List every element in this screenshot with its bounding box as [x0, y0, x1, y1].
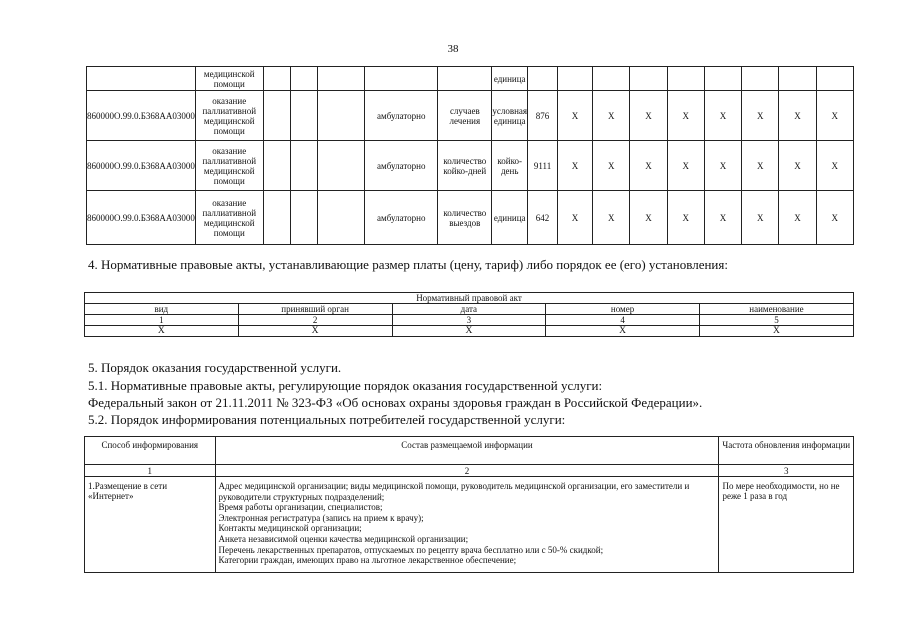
condition-cell: амбулаторно	[365, 141, 438, 191]
x-cell: Х	[85, 326, 239, 337]
x-cell: Х	[630, 141, 667, 191]
table-row	[87, 67, 854, 91]
method-cell: 1.Размещение в сети «Интернет»	[85, 477, 216, 573]
number-cell: 3	[392, 315, 546, 326]
unit-cell: условная единица	[492, 91, 528, 141]
table-row	[87, 191, 854, 245]
x-cell: Х	[593, 91, 630, 141]
table-header-row	[85, 437, 854, 465]
number-cell: 3	[719, 465, 854, 477]
x-cell: Х	[779, 91, 816, 141]
x-cell: Х	[630, 91, 667, 141]
information-table	[84, 436, 854, 573]
number-cell: 1	[85, 315, 239, 326]
number-cell: 4	[546, 315, 700, 326]
code-cell: 860000О.99.0.Б368АА03000	[87, 141, 196, 191]
x-cell: Х	[699, 326, 853, 337]
table-row	[85, 477, 854, 573]
information-content-cell	[215, 477, 719, 573]
code-cell: 860000О.99.0.Б368АА03000	[87, 91, 196, 141]
unit-cell: единица	[492, 191, 528, 245]
service-volume-table	[86, 66, 854, 245]
x-cell: Х	[779, 191, 816, 245]
x-cell: Х	[557, 191, 592, 245]
list-item: Электронная регистратура (запись на прием к врачу);	[218, 512, 424, 523]
table-row	[85, 465, 854, 477]
table-row	[87, 141, 854, 191]
service-cell: оказание паллиативной медицинской помощи	[195, 141, 263, 191]
section-5-2-heading: 5.2. Порядок информирования потенциальных потребителей государственной услуги:	[88, 412, 566, 427]
page-number: 38	[447, 43, 459, 55]
section-5-1-heading: 5.1. Нормативные правовые акты, регулирующие порядок оказания государственной услуги:	[88, 378, 603, 393]
list-item: Перечень лекарственных препаратов, отпускаемых по рецепту врача бесплатно или с 50-% скидкой;	[218, 544, 604, 555]
x-cell: Х	[546, 326, 700, 337]
x-cell: Х	[816, 141, 853, 191]
column-header: наименование	[699, 304, 853, 315]
x-cell: Х	[630, 191, 667, 245]
x-cell: Х	[816, 191, 853, 245]
legal-acts-table	[84, 292, 854, 337]
table-row	[87, 91, 854, 141]
x-cell: Х	[238, 326, 392, 337]
frequency-cell: По мере необходимости, но не реже 1 раза в год	[719, 477, 854, 573]
value-cell: 876	[528, 91, 558, 141]
x-cell: Х	[742, 141, 779, 191]
table-row	[85, 315, 854, 326]
number-cell: 1	[85, 465, 216, 477]
x-cell: Х	[742, 91, 779, 141]
federal-law-text: Федеральный закон от 21.11.2011 № 323-ФЗ «Об основах охраны здоровья граждан в Российской Федерации».	[88, 395, 703, 410]
condition-cell: амбулаторно	[365, 191, 438, 245]
x-cell: Х	[667, 141, 704, 191]
service-cell: оказание паллиативной медицинской помощи	[195, 91, 263, 141]
indicator-cell: случаев лечения	[438, 91, 492, 141]
column-header: дата	[392, 304, 546, 315]
x-cell: Х	[667, 191, 704, 245]
code-cell: 860000О.99.0.Б368АА03000	[87, 191, 196, 245]
x-cell: Х	[742, 191, 779, 245]
number-cell: 2	[215, 465, 719, 477]
column-header: вид	[85, 304, 239, 315]
x-cell: Х	[816, 91, 853, 141]
table-row	[85, 326, 854, 337]
indicator-cell: количество выездов	[438, 191, 492, 245]
section-4-heading: 4. Нормативные правовые акты, устанавливающие размер платы (цену, тариф) либо порядок ее (его) установления:	[88, 257, 728, 272]
x-cell: Х	[704, 191, 741, 245]
unit-cell: койко-день	[492, 141, 528, 191]
x-cell: Х	[593, 141, 630, 191]
x-cell: Х	[392, 326, 546, 337]
number-cell: 2	[238, 315, 392, 326]
x-cell: Х	[704, 141, 741, 191]
column-header: принявший орган	[238, 304, 392, 315]
list-item: Контакты медицинской организации;	[218, 523, 362, 534]
value-cell: 642	[528, 191, 558, 245]
x-cell: Х	[667, 91, 704, 141]
column-header: номер	[546, 304, 700, 315]
table-header-row	[85, 304, 854, 315]
x-cell: Х	[779, 141, 816, 191]
service-cell: медицинской помощи	[195, 67, 263, 91]
column-header: Способ информирования	[85, 437, 216, 465]
column-header: Состав размещаемой информации	[215, 437, 719, 465]
service-cell: оказание паллиативной медицинской помощи	[195, 191, 263, 245]
number-cell: 5	[699, 315, 853, 326]
x-cell: Х	[704, 91, 741, 141]
unit-cell: единица	[492, 67, 528, 91]
column-header: Частота обновления информации	[719, 437, 854, 465]
value-cell: 9111	[528, 141, 558, 191]
list-item: Адрес медицинской организации; виды медицинской помощи, руководитель медицинской организации, его заместители и руководители структурных подразделений;	[218, 481, 690, 502]
list-item: Время работы организации, специалистов;	[218, 502, 383, 513]
indicator-cell: количество койко-дней	[438, 141, 492, 191]
condition-cell: амбулаторно	[365, 91, 438, 141]
section-5-heading: 5. Порядок оказания государственной услуги.	[88, 360, 342, 375]
x-cell: Х	[593, 191, 630, 245]
list-item: Категории граждан, имеющих право на льготное лекарственное обеспечение;	[218, 555, 517, 566]
table-title: Нормативный правовой акт	[85, 293, 854, 304]
list-item: Анкета независимой оценки качества медицинской организации;	[218, 533, 469, 544]
x-cell: Х	[557, 141, 592, 191]
x-cell: Х	[557, 91, 592, 141]
